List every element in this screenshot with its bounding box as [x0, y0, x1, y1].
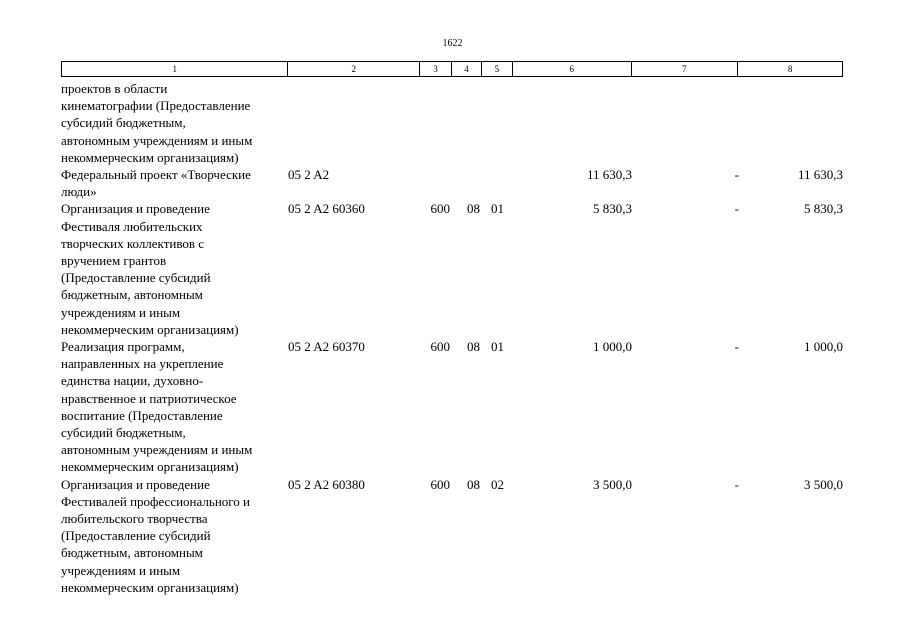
- row-pr: 01: [491, 201, 504, 217]
- column-header-3: 3: [420, 62, 452, 76]
- table-header: [61, 61, 843, 77]
- row-rz: 08: [467, 201, 480, 217]
- row-sum-2: -: [734, 476, 739, 492]
- row-vr: [420, 80, 452, 166]
- row-sum-3: 5 830,3: [804, 201, 843, 217]
- row-sum-2: [632, 80, 739, 166]
- row-pr: [482, 166, 513, 200]
- column-header-1: 1: [62, 62, 288, 76]
- row-code: 05 2 A2: [288, 167, 330, 183]
- column-header-4: 4: [452, 62, 482, 76]
- row-vr: 600: [430, 339, 450, 355]
- row-name: Организация и проведение Фестиваля любительских творческих коллективов с вручением грантов (Предоставление субсидий бюджетным, автономным учреждениям и иным некоммерческим организациям): [61, 201, 239, 337]
- page-number: 1622: [442, 38, 463, 49]
- row-sum-2: -: [734, 339, 739, 355]
- column-header-7: 7: [632, 62, 739, 76]
- column-header-5: 5: [482, 62, 513, 76]
- row-sum-3: [739, 80, 843, 166]
- column-header-6: 6: [513, 62, 632, 76]
- row-name: Федеральный проект «Творческие люди»: [61, 167, 251, 200]
- table-row: [61, 80, 843, 166]
- row-code: 05 2 A2 60370: [288, 339, 365, 355]
- table-row: [61, 476, 843, 596]
- row-code: [288, 80, 420, 166]
- row-sum-1: 5 830,3: [593, 201, 632, 217]
- row-sum-3: 3 500,0: [804, 476, 843, 492]
- row-rz: 08: [467, 339, 480, 355]
- table-row: [61, 338, 843, 476]
- row-name: проектов в области кинематографии (Предоставление субсидий бюджетным, автономным учреждениям и иным некоммерческим организациям): [61, 81, 253, 165]
- row-sum-3: 1 000,0: [804, 339, 843, 355]
- row-sum-3: 11 630,3: [797, 167, 843, 183]
- row-vr: 600: [430, 201, 450, 217]
- row-sum-1: 11 630,3: [586, 167, 632, 183]
- table-body: [61, 80, 843, 596]
- row-name: Организация и проведение Фестивалей профессионального и любительского творчества (Предоставление субсидий бюджетным, автономным учреждениям и иным некоммерческим организациям): [61, 476, 250, 595]
- row-name: Реализация программ, направленных на укрепление единства нации, духовно- нравственное и патриотическое воспитание (Предоставление субсидий бюджетным, автономным учреждениям и иным некоммерческим организациям): [61, 339, 253, 475]
- row-code: 05 2 A2 60380: [288, 476, 365, 492]
- row-rz: [452, 166, 482, 200]
- row-sum-1: [513, 80, 632, 166]
- column-header-2: 2: [288, 62, 420, 76]
- row-pr: 02: [491, 476, 504, 492]
- row-vr: [420, 166, 452, 200]
- row-pr: 01: [491, 339, 504, 355]
- row-sum-1: 1 000,0: [593, 339, 632, 355]
- row-pr: [482, 80, 513, 166]
- row-code: 05 2 A2 60360: [288, 201, 365, 217]
- row-rz: 08: [467, 476, 480, 492]
- row-vr: 600: [430, 476, 450, 492]
- row-rz: [452, 80, 482, 166]
- table-row: [61, 166, 843, 200]
- row-sum-2: -: [734, 201, 739, 217]
- row-sum-1: 3 500,0: [593, 476, 632, 492]
- table-row: [61, 200, 843, 338]
- column-header-8: 8: [787, 64, 793, 74]
- row-sum-2: -: [734, 167, 739, 183]
